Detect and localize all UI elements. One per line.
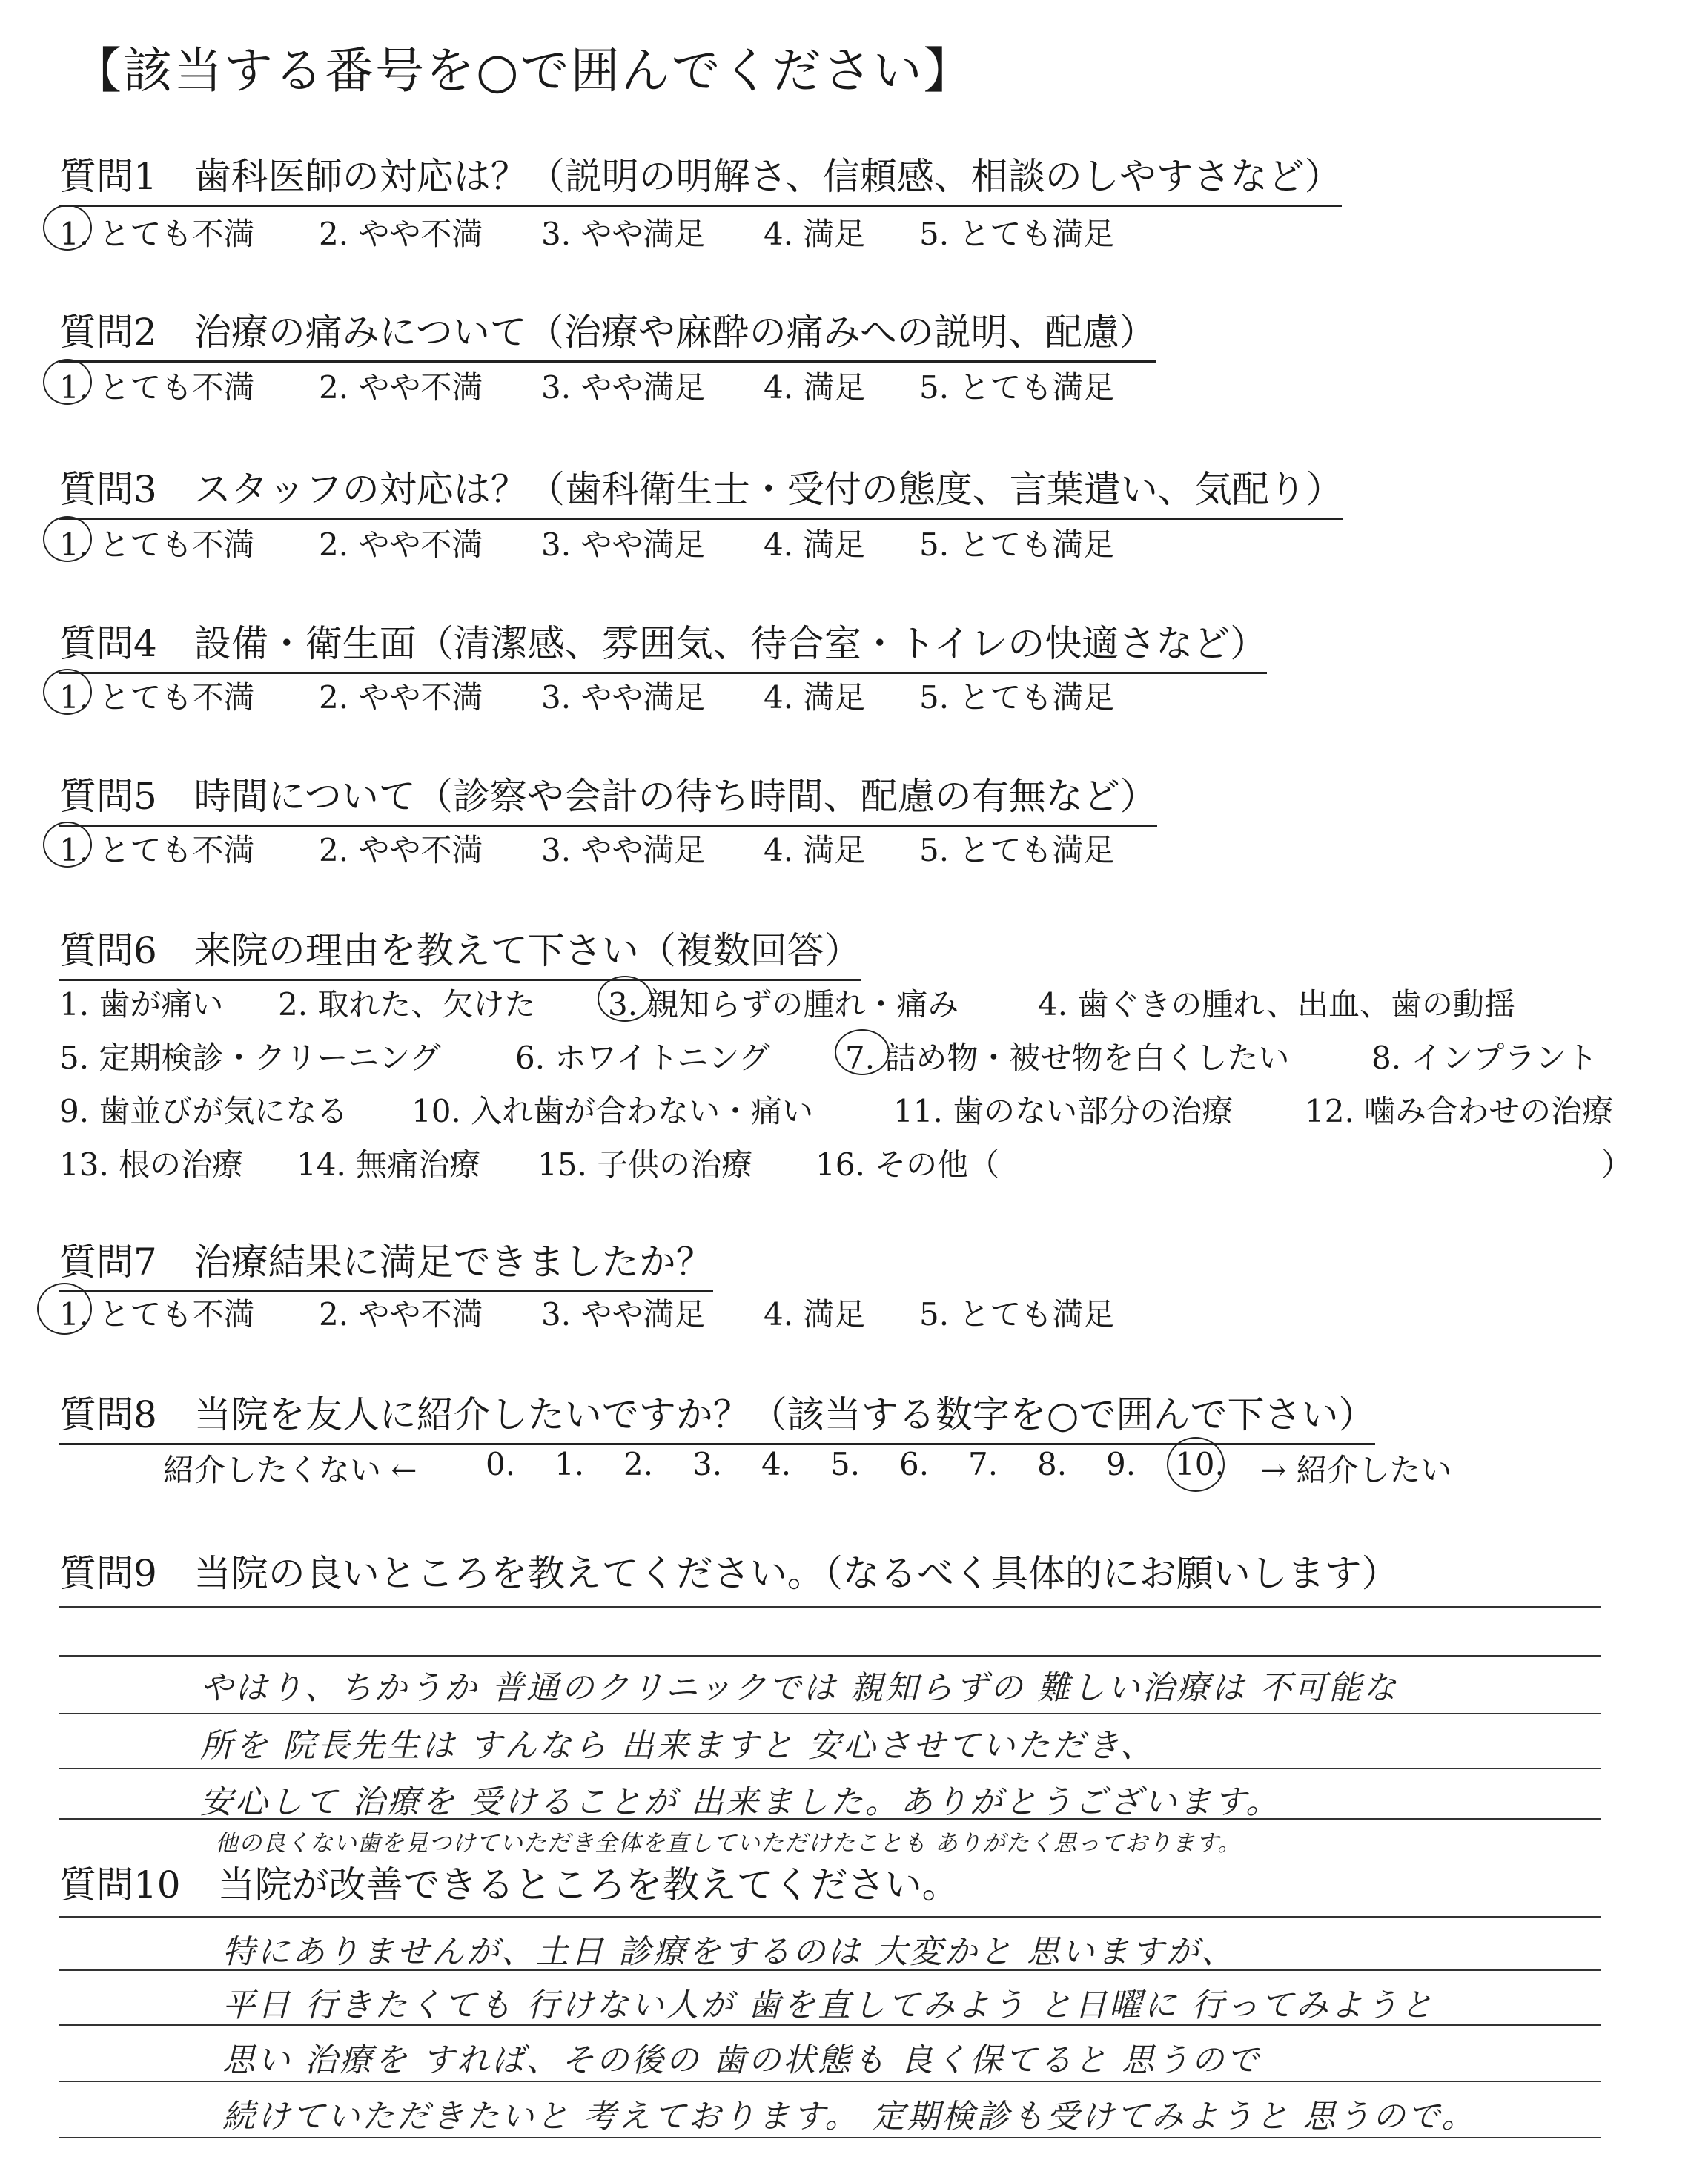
- q5-option-4[interactable]: 4. 満足: [764, 832, 866, 868]
- q8-scale-1[interactable]: 1.: [555, 1446, 585, 1482]
- q10-answer-line-4: [59, 2081, 1601, 2082]
- q10-answer-text-4: 続けていただきたいと 考えております。 定期検診も受けてみようと 思うので。: [222, 2098, 1477, 2136]
- q3-option-3[interactable]: 3. やや満足: [541, 526, 706, 563]
- q6-option-11[interactable]: 11. 歯のない部分の治療: [893, 1093, 1234, 1129]
- q4-option-3[interactable]: 3. やや満足: [541, 679, 706, 716]
- q10-answer-text-3: 思い 治療を すれば、その後の 歯の状態も 良く保てると 思うので: [222, 2041, 1261, 2079]
- q8-scale-4[interactable]: 4.: [761, 1446, 792, 1482]
- q1-answer-circle: [43, 205, 92, 251]
- q1-option-5[interactable]: 5. とても満足: [919, 216, 1115, 252]
- q10-answer-text-2: 平日 行きたくても 行けない人が 歯を直してみよう と日曜に 行ってみようと: [222, 1986, 1435, 2024]
- q4-option-2[interactable]: 2. やや不満: [319, 679, 483, 716]
- q8-answer-circle: [1167, 1437, 1225, 1492]
- q6-option-6[interactable]: 6. ホワイトニング: [515, 1040, 770, 1076]
- q6-option-9[interactable]: 9. 歯並びが気になる: [59, 1093, 348, 1129]
- q6-option-7[interactable]: 7. 詰め物・被せ物を白くしたい: [845, 1040, 1290, 1076]
- q6-option-4[interactable]: 4. 歯ぐきの腫れ、出血、歯の動揺: [1038, 986, 1515, 1023]
- q9-answer-text-4: 他の良くない歯を見つけていただき全体を直していただけたことも ありがたく思っております。: [215, 1830, 1242, 1857]
- q6-other-close-paren: ）: [1601, 1146, 1633, 1183]
- q8-scale-5[interactable]: 5.: [830, 1446, 861, 1482]
- q7-option-2[interactable]: 2. やや不満: [319, 1296, 483, 1332]
- q8-scale-8[interactable]: 8.: [1037, 1446, 1068, 1482]
- q8-scale-7[interactable]: 7.: [968, 1446, 999, 1482]
- q7-option-4[interactable]: 4. 満足: [764, 1296, 866, 1332]
- q10-answer-line-1: [59, 1916, 1601, 1918]
- q1-option-1[interactable]: 1. とても不満: [59, 216, 255, 252]
- q6-option-10[interactable]: 10. 入れ歯が合わない・痛い: [411, 1093, 814, 1129]
- q6-option-13[interactable]: 13. 根の治療: [59, 1146, 244, 1183]
- q8-left-label: 紹介したくない ←: [163, 1452, 417, 1488]
- q9-answer-line-4: [59, 1768, 1601, 1769]
- q5-answer-circle: [43, 822, 92, 868]
- q3-option-2[interactable]: 2. やや不満: [319, 526, 483, 563]
- q3-option-5[interactable]: 5. とても満足: [919, 526, 1115, 563]
- q8-scale-0[interactable]: 0.: [486, 1446, 516, 1482]
- q6-answer-circle-3: [598, 976, 652, 1022]
- q6-option-5[interactable]: 5. 定期検診・クリーニング: [59, 1040, 441, 1076]
- q7-answer-circle: [37, 1283, 92, 1335]
- q1-option-4[interactable]: 4. 満足: [764, 216, 866, 252]
- q4-option-1[interactable]: 1. とても不満: [59, 679, 255, 716]
- q3-answer-circle: [43, 516, 92, 562]
- q3-option-1[interactable]: 1. とても不満: [59, 526, 255, 563]
- q6-option-2[interactable]: 2. 取れた、欠けた: [278, 986, 536, 1023]
- q5-option-1[interactable]: 1. とても不満: [59, 832, 255, 868]
- q8-scale-6[interactable]: 6.: [899, 1446, 930, 1482]
- q8-scale-9[interactable]: 9.: [1106, 1446, 1136, 1482]
- q8-scale-10[interactable]: 10.: [1175, 1446, 1225, 1482]
- q9-answer-line-2: [59, 1655, 1601, 1657]
- q5-option-2[interactable]: 2. やや不満: [319, 832, 483, 868]
- question-4-label: 質問4 設備・衛生面（清潔感、雰囲気、待合室・トイレの快適さなど）: [59, 614, 1267, 674]
- question-7-label: 質問7 治療結果に満足できましたか？: [59, 1232, 713, 1292]
- question-1-label: 質問1 歯科医師の対応は？（説明の明解さ、信頼感、相談のしやすさなど）: [59, 147, 1342, 207]
- q9-answer-text-1: やはり、ちかうか 普通のクリニックでは 親知らずの 難しい治療は 不可能な: [200, 1669, 1399, 1707]
- q8-scale-3[interactable]: 3.: [692, 1446, 723, 1482]
- q7-option-1[interactable]: 1. とても不満: [59, 1296, 255, 1332]
- q6-answer-circle-7: [835, 1029, 890, 1075]
- q2-answer-circle: [43, 359, 92, 405]
- question-10-label: 質問10 当院が改善できるところを教えてください。: [59, 1863, 959, 1906]
- question-9-label: 質問9 当院の良いところを教えてください。（なるべく具体的にお願いします）: [59, 1552, 1399, 1595]
- question-6-label: 質問6 来院の理由を教えて下さい（複数回答）: [59, 921, 861, 981]
- q9-answer-text-3: 安心して 治療を 受けることが 出来ました。ありがとうございます。: [200, 1783, 1281, 1821]
- q8-scale-2[interactable]: 2.: [623, 1446, 654, 1482]
- q4-answer-circle: [43, 669, 92, 715]
- q7-option-3[interactable]: 3. やや満足: [541, 1296, 706, 1332]
- q5-option-5[interactable]: 5. とても満足: [919, 832, 1115, 868]
- q4-option-4[interactable]: 4. 満足: [764, 679, 866, 716]
- question-2-label: 質問2 治療の痛みについて（治療や麻酔の痛みへの説明、配慮）: [59, 303, 1156, 363]
- q6-option-14[interactable]: 14. 無痛治療: [297, 1146, 481, 1183]
- q2-option-2[interactable]: 2. やや不満: [319, 369, 483, 406]
- q9-answer-text-2: 所を 院長先生は すんなら 出来ますと 安心させていただき、: [200, 1727, 1156, 1765]
- q6-option-12[interactable]: 12. 噛み合わせの治療: [1305, 1093, 1614, 1129]
- q5-option-3[interactable]: 3. やや満足: [541, 832, 706, 868]
- q2-option-4[interactable]: 4. 満足: [764, 369, 866, 406]
- q6-option-1[interactable]: 1. 歯が痛い: [59, 986, 224, 1023]
- question-8-label: 質問8 当院を友人に紹介したいですか？（該当する数字を○で囲んで下さい）: [59, 1385, 1375, 1445]
- q7-option-5[interactable]: 5. とても満足: [919, 1296, 1115, 1332]
- q6-option-8[interactable]: 8. インプラント: [1371, 1040, 1598, 1076]
- q3-option-4[interactable]: 4. 満足: [764, 526, 866, 563]
- q9-answer-line-3: [59, 1713, 1601, 1714]
- question-3-label: 質問3 スタッフの対応は？（歯科衛生士・受付の態度、言葉遣い、気配り）: [59, 460, 1343, 520]
- q6-option-3[interactable]: 3. 親知らずの腫れ・痛み: [608, 986, 959, 1023]
- q1-option-2[interactable]: 2. やや不満: [319, 216, 483, 252]
- question-5-label: 質問5 時間について（診察や会計の待ち時間、配慮の有無など）: [59, 767, 1157, 827]
- q6-option-16[interactable]: 16. その他（: [815, 1146, 1000, 1183]
- q1-option-3[interactable]: 3. やや満足: [541, 216, 706, 252]
- q9-answer-line-1: [59, 1606, 1601, 1608]
- q10-answer-text-1: 特にありませんが、土日 診療をするのは 大変かと 思いますが、: [222, 1933, 1236, 1971]
- q2-option-3[interactable]: 3. やや満足: [541, 369, 706, 406]
- q2-option-1[interactable]: 1. とても不満: [59, 369, 255, 406]
- q2-option-5[interactable]: 5. とても満足: [919, 369, 1115, 406]
- q8-right-label: → 紹介したい: [1260, 1452, 1452, 1488]
- q10-answer-line-5: [59, 2137, 1601, 2138]
- page-title: 【該当する番号を○で囲んでください】: [73, 42, 974, 99]
- q4-option-5[interactable]: 5. とても満足: [919, 679, 1115, 716]
- q6-option-15[interactable]: 15. 子供の治療: [537, 1146, 753, 1183]
